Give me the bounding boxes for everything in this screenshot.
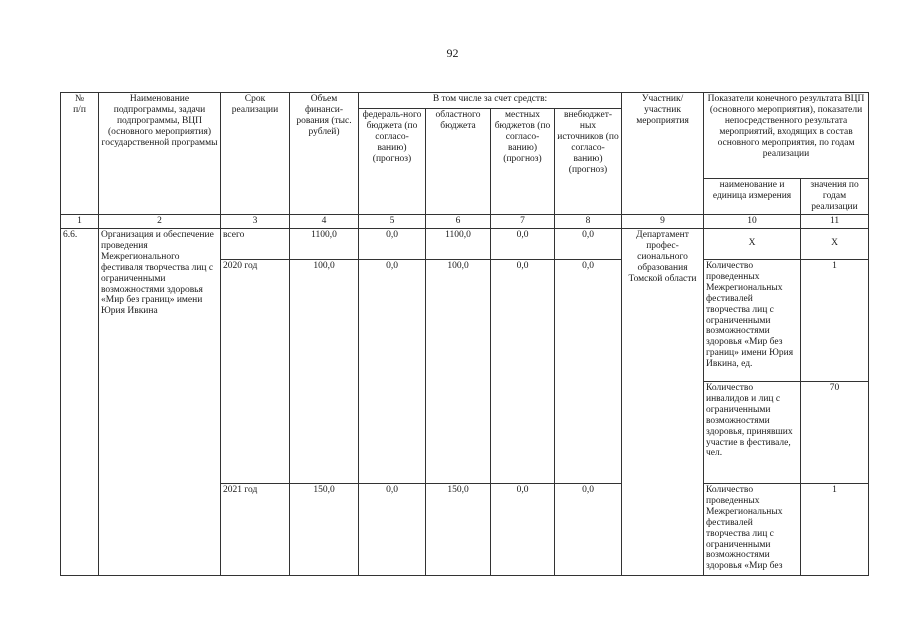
header-regional: областного бюджета	[426, 109, 491, 215]
indicator-name-cell: Количество проведенных Межрегиональных фестивалей творчества лиц с ограниченными возможностями здоровья «Мир без	[704, 483, 801, 575]
regional-cell: 100,0	[426, 259, 491, 483]
indicator-value-cell: 70	[801, 381, 869, 483]
extra-cell: 0,0	[555, 259, 622, 483]
term-cell: 2020 год	[221, 259, 290, 483]
header-extra: внебюджет-ных источников (по согласо-ванию) (прогноз)	[555, 109, 622, 215]
column-number: 2	[99, 215, 221, 229]
indicator-value-cell: Х	[801, 228, 869, 259]
column-number: 7	[491, 215, 555, 229]
header-num: № п/п	[61, 93, 99, 215]
column-number: 8	[555, 215, 622, 229]
header-term: Срок реализации	[221, 93, 290, 215]
header-name: Наименование подпрограммы, задачи подпрограммы, ВЦП (основного мероприятия) государственной программы	[99, 93, 221, 215]
row-name: Организация и обеспечение проведения Межрегионального фестиваля творчества лиц с ограниченными возможностями здоровья «Мир без границ» имени Юрия Ивкина	[99, 228, 221, 575]
header-participant: Участник/ участник мероприятия	[622, 93, 704, 215]
column-number: 6	[426, 215, 491, 229]
header-indicator-value: значения по годам реализации	[801, 179, 869, 215]
indicator-name-cell: Х	[704, 228, 801, 259]
federal-cell: 0,0	[359, 228, 426, 259]
column-number: 11	[801, 215, 869, 229]
column-number: 3	[221, 215, 290, 229]
local-cell: 0,0	[491, 259, 555, 483]
header-local: местных бюджетов (по согласо-ванию) (прогноз)	[491, 109, 555, 215]
extra-cell: 0,0	[555, 228, 622, 259]
volume-cell: 150,0	[290, 483, 359, 575]
participant-cell: Департамент профес-сионального образования Томской области	[622, 228, 704, 575]
local-cell: 0,0	[491, 228, 555, 259]
volume-cell: 1100,0	[290, 228, 359, 259]
header-including: В том числе за счет средств:	[359, 93, 622, 109]
header-indicators: Показатели конечного результата ВЦП (основного мероприятия), показатели непосредственного результата мероприятий, входящих в состав основного мероприятия, по годам реализации	[704, 93, 869, 179]
extra-cell: 0,0	[555, 483, 622, 575]
table-row	[61, 228, 869, 259]
column-number: 10	[704, 215, 801, 229]
page-number: 92	[446, 46, 459, 60]
federal-cell: 0,0	[359, 259, 426, 483]
column-number: 4	[290, 215, 359, 229]
federal-cell: 0,0	[359, 483, 426, 575]
indicator-value-cell: 1	[801, 259, 869, 381]
header-volume: Объем финанси-рования (тыс. рублей)	[290, 93, 359, 215]
column-number: 9	[622, 215, 704, 229]
indicator-name-cell: Количество проведенных Межрегиональных фестивалей творчества лиц с ограниченными возможностями здоровья «Мир без границ» имени Юрия Ивкина, ед.	[704, 259, 801, 381]
local-cell: 0,0	[491, 483, 555, 575]
row-number: 6.6.	[61, 228, 99, 575]
program-table	[60, 92, 869, 576]
regional-cell: 1100,0	[426, 228, 491, 259]
indicator-value-cell: 1	[801, 483, 869, 575]
column-number: 1	[61, 215, 99, 229]
term-cell: всего	[221, 228, 290, 259]
regional-cell: 150,0	[426, 483, 491, 575]
header-federal: федераль-ного бюджета (по согласо-ванию) (прогноз)	[359, 109, 426, 215]
term-cell: 2021 год	[221, 483, 290, 575]
indicator-name-cell: Количество инвалидов и лиц с ограниченными возможностями здоровья, принявших участие в фестивале, чел.	[704, 381, 801, 483]
column-number: 5	[359, 215, 426, 229]
volume-cell: 100,0	[290, 259, 359, 483]
header-indicator-name: наименование и единица измерения	[704, 179, 801, 215]
